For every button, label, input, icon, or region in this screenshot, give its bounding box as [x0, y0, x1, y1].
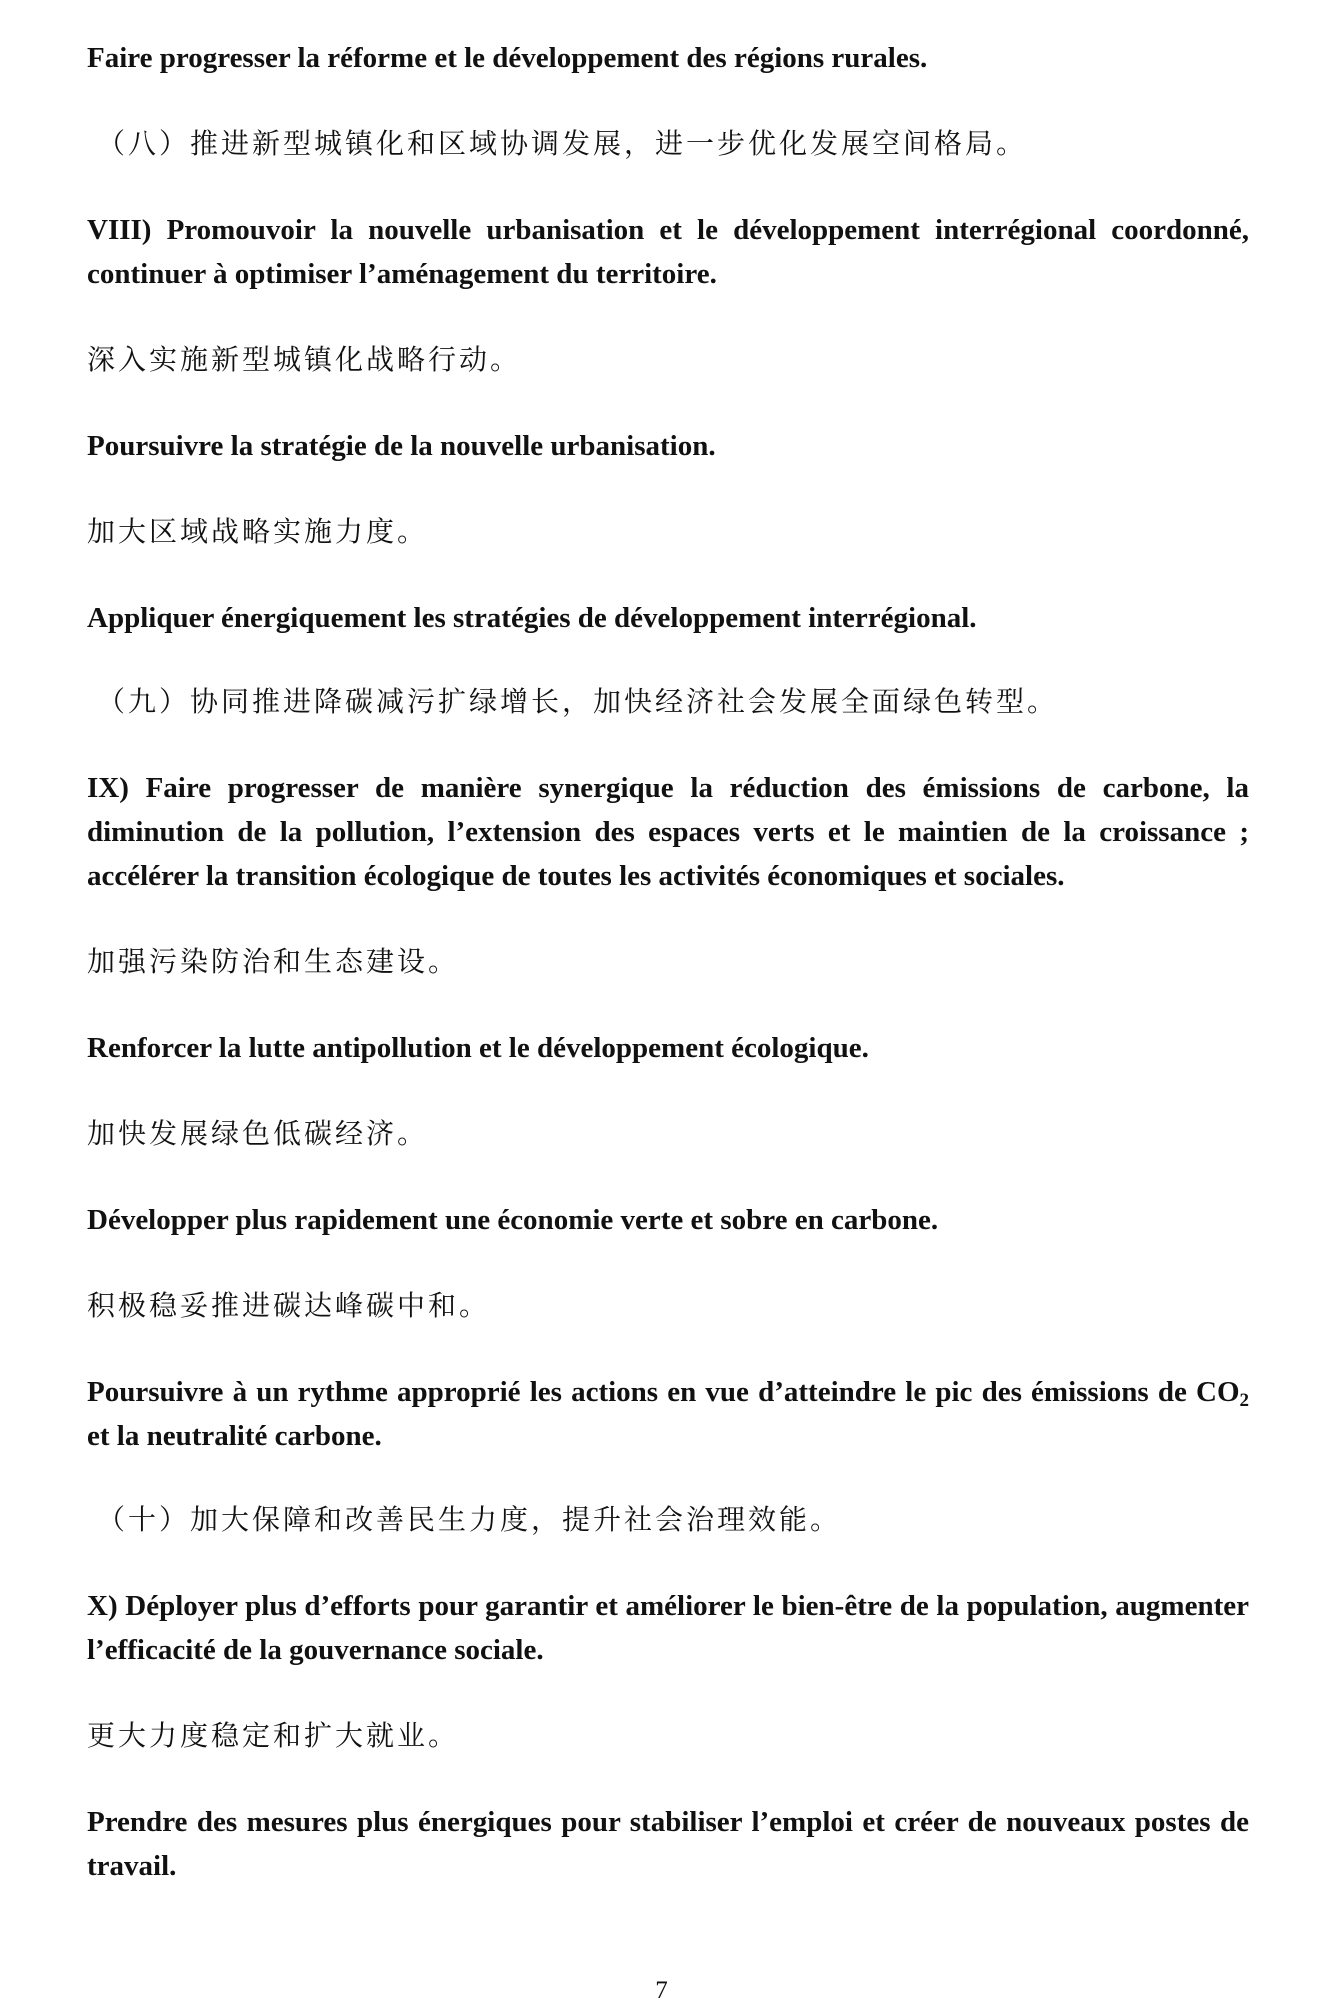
- co2-text-after: et la neutralité carbone.: [87, 1420, 382, 1452]
- paragraph-fr-co2: [87, 1370, 1249, 1458]
- co2-text-before: Poursuivre à un rythme approprié les actions en vue d’atteindre le pic des émissions de CO: [87, 1376, 1240, 1408]
- paragraph-fr: Appliquer énergiquement les stratégies de développement interrégional.: [87, 602, 977, 634]
- paragraph-fr: Prendre des mesures plus énergiques pour stabiliser l’emploi et créer de nouveaux postes de travail.: [87, 1806, 1249, 1882]
- paragraph-fr-heading: VIII) Promouvoir la nouvelle urbanisation et le développement interrégional coordonné, continuer à optimiser l’aménagement du territoire.: [87, 214, 1249, 290]
- document-page: [87, 36, 1249, 1888]
- paragraph-zh: 加快发展绿色低碳经济。: [87, 1117, 429, 1150]
- paragraph-zh-heading: （九）协同推进降碳减污扩绿增长，加快经济社会发展全面绿色转型。: [97, 685, 1059, 718]
- paragraph-zh: 加大区域战略实施力度。: [87, 515, 429, 548]
- paragraph-fr-heading: IX) Faire progresser de manière synergique la réduction des émissions de carbone, la diminution de la pollution, l’extension des espaces verts et le maintien de la croissance ; accélérer la transition écologique de toutes les activités économiques et sociales.: [87, 772, 1249, 892]
- paragraph-zh: 深入实施新型城镇化战略行动。: [87, 343, 522, 376]
- paragraph-fr: Renforcer la lutte antipollution et le développement écologique.: [87, 1032, 869, 1064]
- paragraph-fr: Faire progresser la réforme et le développement des régions rurales.: [87, 42, 928, 74]
- co2-subscript: 2: [1239, 1390, 1249, 1411]
- paragraph-fr-heading: X) Déployer plus d’efforts pour garantir et améliorer le bien-être de la population, augmenter l’efficacité de la gouvernance sociale.: [87, 1590, 1249, 1666]
- paragraph-fr: Poursuivre la stratégie de la nouvelle urbanisation.: [87, 430, 716, 462]
- page-number: 7: [655, 1977, 668, 2004]
- paragraph-zh-heading: （八）推进新型城镇化和区域协调发展，进一步优化发展空间格局。: [97, 127, 1028, 160]
- paragraph-zh: 加强污染防治和生态建设。: [87, 945, 460, 978]
- paragraph-zh-heading: （十）加大保障和改善民生力度，提升社会治理效能。: [97, 1503, 842, 1536]
- paragraph-zh: 更大力度稳定和扩大就业。: [87, 1719, 460, 1752]
- paragraph-zh: 积极稳妥推进碳达峰碳中和。: [87, 1289, 491, 1322]
- paragraph-fr: Développer plus rapidement une économie verte et sobre en carbone.: [87, 1204, 939, 1236]
